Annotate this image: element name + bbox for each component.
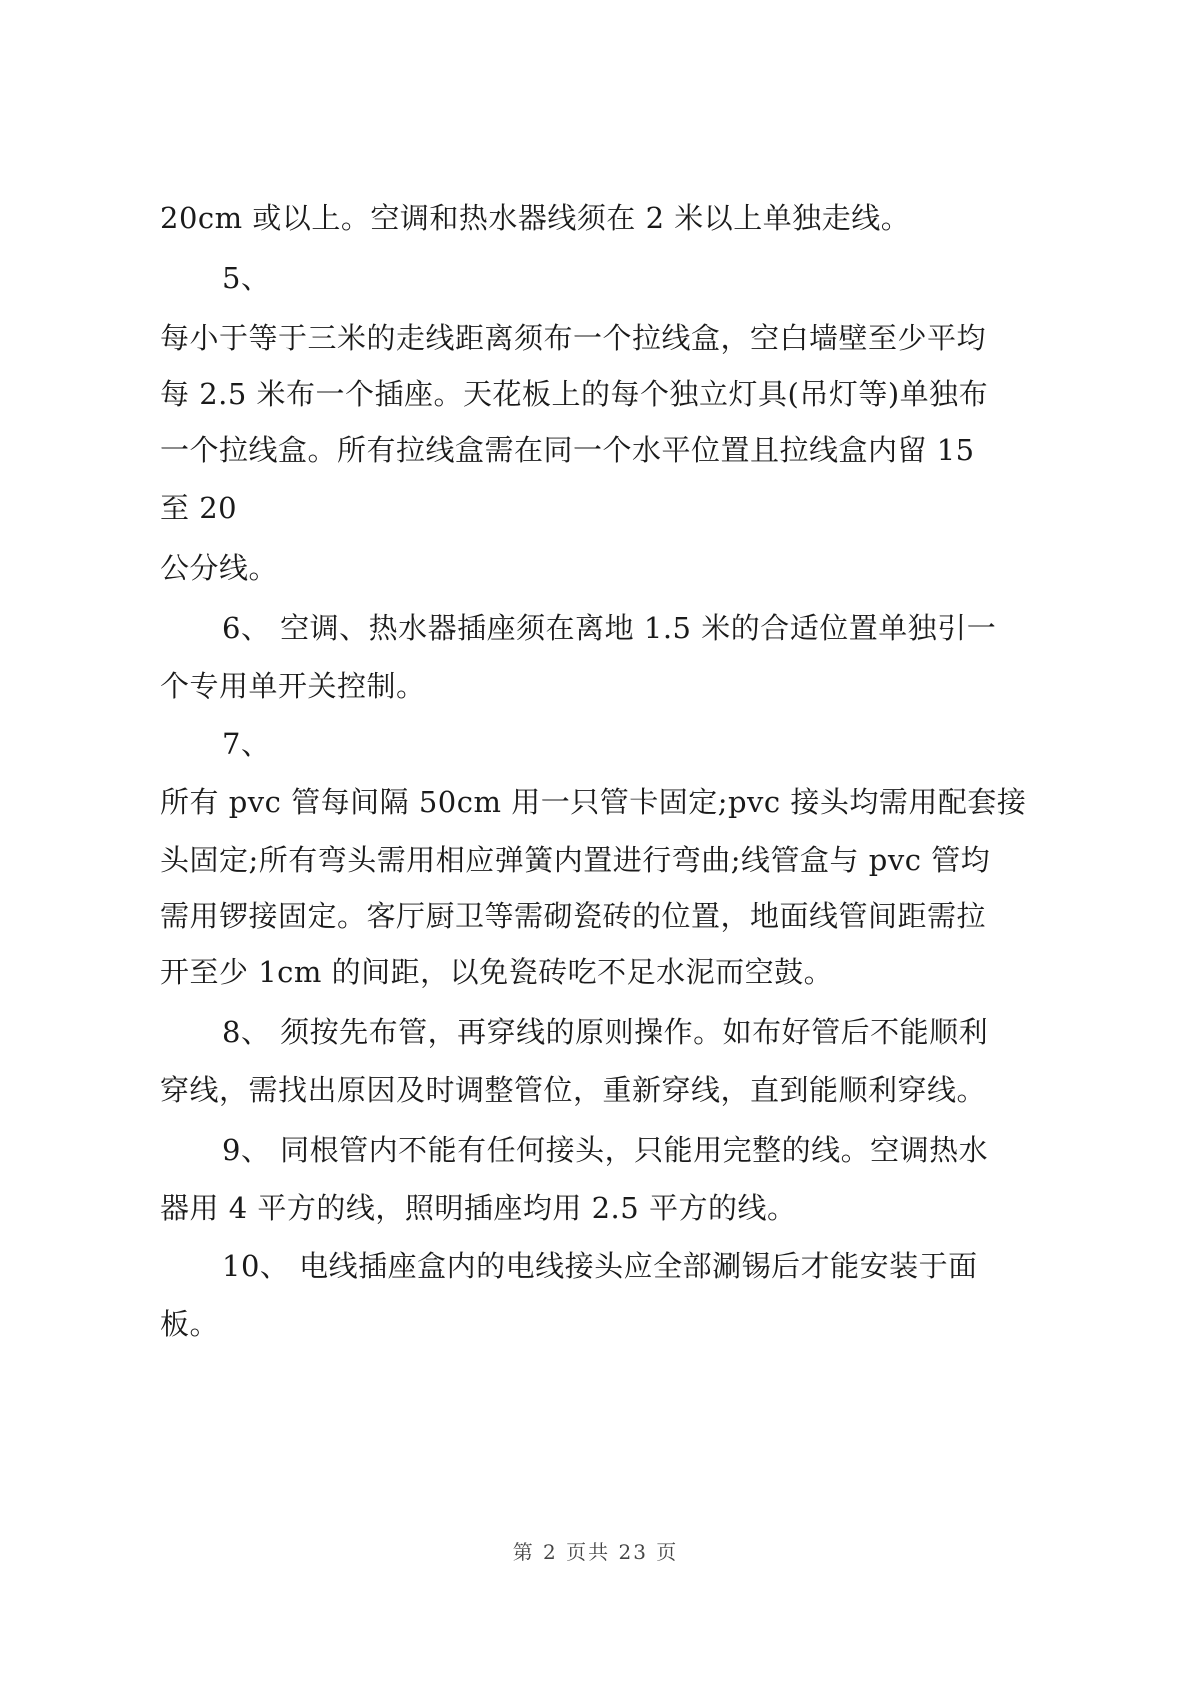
body-line: 需用锣接固定。客厅厨卫等需砌瓷砖的位置，地面线管间距需拉: [160, 899, 987, 933]
body-line: 公分线。: [160, 551, 279, 585]
body-line: 个专用单开关控制。: [160, 669, 426, 703]
body-line: 20cm 或以上。空调和热水器线须在 2 米以上单独走线。: [160, 201, 911, 235]
body-line: 穿线，需找出原因及时调整管位，重新穿线，直到能顺利穿线。: [160, 1073, 987, 1107]
body-line: 头固定;所有弯头需用相应弹簧内置进行弯曲;线管盒与 pvc 管均: [160, 843, 991, 877]
list-item: 6、 空调、热水器插座须在离地 1.5 米的合适位置单独引一: [222, 611, 997, 645]
body-line: 每 2.5 米布一个插座。天花板上的每个独立灯具(吊灯等)单独布: [160, 377, 989, 411]
list-item-number: 7、: [222, 727, 271, 761]
body-line: 一个拉线盒。所有拉线盒需在同一个水平位置且拉线盒内留 15: [160, 433, 975, 467]
list-item: 10、 电线插座盒内的电线接头应全部涮锡后才能安装于面: [222, 1249, 978, 1283]
page-number-footer: 第 2 页共 23 页: [512, 1540, 679, 1564]
list-item: 9、 同根管内不能有任何接头，只能用完整的线。空调热水: [222, 1133, 989, 1167]
body-line: 至 20: [160, 491, 238, 525]
list-item-number: 5、: [222, 261, 271, 295]
body-line: 开至少 1cm 的间距，以免瓷砖吃不足水泥而空鼓。: [160, 955, 834, 989]
list-item: 8、 须按先布管，再穿线的原则操作。如布好管后不能顺利: [222, 1015, 989, 1049]
body-line: 所有 pvc 管每间隔 50cm 用一只管卡固定;pvc 接头均需用配套接: [160, 785, 1027, 819]
body-line: 器用 4 平方的线，照明插座均用 2.5 平方的线。: [160, 1191, 797, 1225]
body-line: 每小于等于三米的走线距离须布一个拉线盒，空白墙壁至少平均: [160, 321, 987, 355]
body-line: 板。: [160, 1307, 220, 1341]
